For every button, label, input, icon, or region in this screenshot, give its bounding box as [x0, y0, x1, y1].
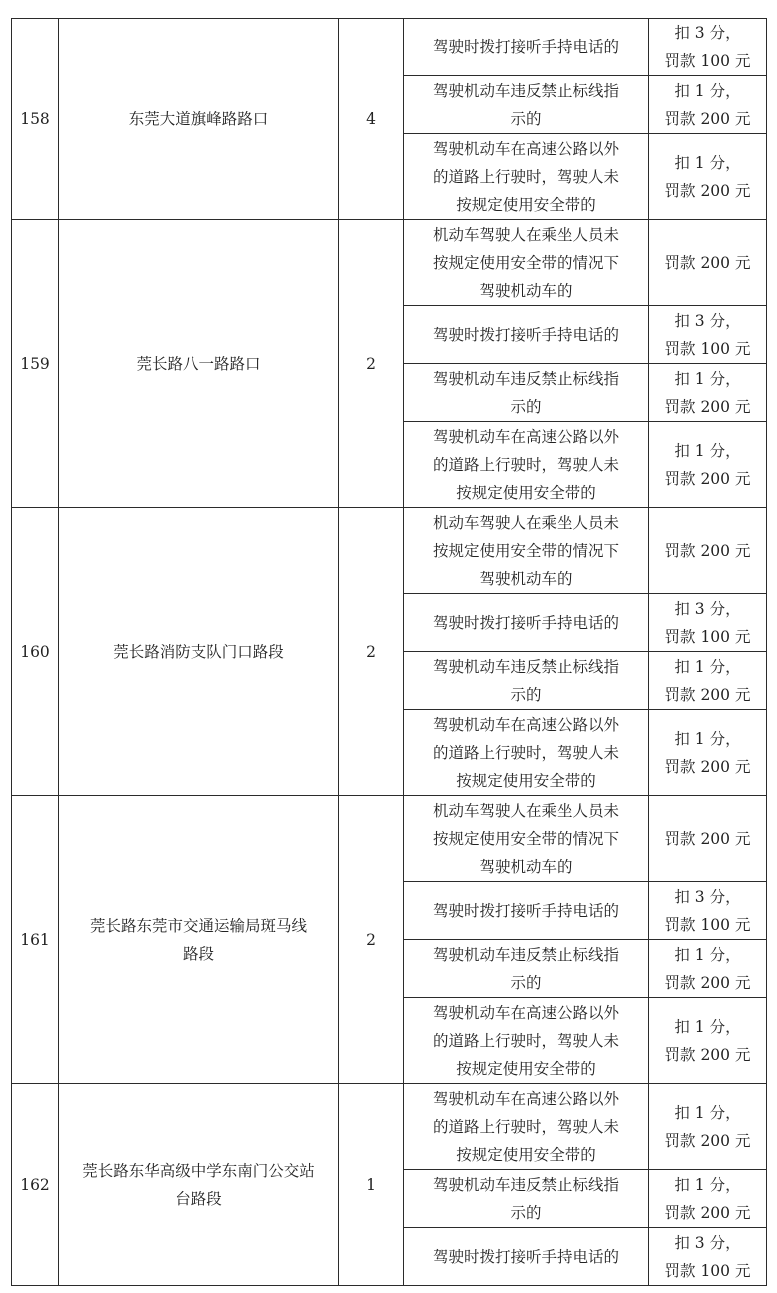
- violation-description-text: 驾驶机动车违反禁止标线指 示的: [432, 945, 619, 992]
- penalty: [649, 1170, 767, 1228]
- table-row: [12, 508, 767, 594]
- penalty: 罚款 200 元: [649, 508, 767, 594]
- violation-description: 驾驶时拨打接听手持电话的: [404, 306, 649, 364]
- violation-description-text: 驾驶机动车违反禁止标线指 示的: [432, 369, 619, 416]
- penalty: [649, 134, 767, 220]
- violation-description: [404, 220, 649, 306]
- serial-number: 161: [12, 796, 59, 1084]
- violation-table-body: [12, 19, 767, 1286]
- penalty: [649, 652, 767, 710]
- violation-description: [404, 422, 649, 508]
- violation-description-text: 驾驶机动车在高速公路以外 的道路上行驶时，驾驶人未 按规定使用安全带的: [432, 715, 619, 790]
- violation-description: [404, 710, 649, 796]
- location: 莞长路消防支队门口路段: [59, 508, 339, 796]
- violation-description: [404, 652, 649, 710]
- violation-description-text: 机动车驾驶人在乘坐人员未 按规定使用安全带的情况下 驾驶机动车的: [432, 513, 619, 588]
- penalty: 罚款 200 元: [649, 796, 767, 882]
- violation-count: 2: [339, 508, 404, 796]
- penalty-text: 扣 1 分， 罚款 200 元: [664, 945, 751, 992]
- penalty-text: 扣 1 分， 罚款 200 元: [664, 657, 751, 704]
- document-page: [11, 18, 767, 1286]
- table-row: [12, 1084, 767, 1170]
- location: [59, 796, 339, 1084]
- violation-description: [404, 76, 649, 134]
- table-row: [12, 19, 767, 76]
- penalty-text: 扣 1 分， 罚款 200 元: [664, 153, 751, 200]
- violation-description-text: 驾驶机动车在高速公路以外 的道路上行驶时，驾驶人未 按规定使用安全带的: [432, 1089, 619, 1164]
- serial-number: 159: [12, 220, 59, 508]
- violation-description-text: 驾驶机动车在高速公路以外 的道路上行驶时，驾驶人未 按规定使用安全带的: [432, 1003, 619, 1078]
- table-row: [12, 796, 767, 882]
- violation-description: 驾驶时拨打接听手持电话的: [404, 882, 649, 940]
- penalty: 罚款 200 元: [649, 220, 767, 306]
- violation-count: 2: [339, 220, 404, 508]
- violation-description: [404, 940, 649, 998]
- location-text: 莞长路东华高级中学东南门公交站 台路段: [82, 1161, 315, 1208]
- violation-description-text: 驾驶机动车违反禁止标线指 示的: [432, 657, 619, 704]
- violation-description-text: 驾驶机动车违反禁止标线指 示的: [432, 1175, 619, 1222]
- violation-table: [11, 18, 767, 1286]
- serial-number: 158: [12, 19, 59, 220]
- location: 莞长路八一路路口: [59, 220, 339, 508]
- penalty-text: 扣 1 分， 罚款 200 元: [664, 1103, 751, 1150]
- penalty: [649, 1228, 767, 1286]
- penalty: [649, 422, 767, 508]
- violation-count: 4: [339, 19, 404, 220]
- penalty-text: 扣 1 分， 罚款 200 元: [664, 81, 751, 128]
- penalty: [649, 1084, 767, 1170]
- serial-number: 162: [12, 1084, 59, 1286]
- penalty: [649, 940, 767, 998]
- violation-description-text: 机动车驾驶人在乘坐人员未 按规定使用安全带的情况下 驾驶机动车的: [432, 801, 619, 876]
- penalty: [649, 19, 767, 76]
- table-row: [12, 220, 767, 306]
- violation-description-text: 机动车驾驶人在乘坐人员未 按规定使用安全带的情况下 驾驶机动车的: [432, 225, 619, 300]
- penalty-text: 扣 1 分， 罚款 200 元: [664, 729, 751, 776]
- location: 东莞大道旗峰路路口: [59, 19, 339, 220]
- penalty: [649, 364, 767, 422]
- location-text: 莞长路东莞市交通运输局斑马线 路段: [89, 916, 307, 963]
- violation-description: 驾驶时拨打接听手持电话的: [404, 19, 649, 76]
- penalty: [649, 76, 767, 134]
- violation-description: [404, 508, 649, 594]
- penalty-text: 扣 1 分， 罚款 200 元: [664, 369, 751, 416]
- penalty: [649, 710, 767, 796]
- violation-count: 2: [339, 796, 404, 1084]
- violation-description-text: 驾驶机动车在高速公路以外 的道路上行驶时，驾驶人未 按规定使用安全带的: [432, 139, 619, 214]
- penalty: [649, 998, 767, 1084]
- location: [59, 1084, 339, 1286]
- violation-description-text: 驾驶机动车违反禁止标线指 示的: [432, 81, 619, 128]
- violation-count: 1: [339, 1084, 404, 1286]
- penalty-text: 扣 3 分， 罚款 100 元: [664, 887, 751, 934]
- penalty-text: 扣 1 分， 罚款 200 元: [664, 1175, 751, 1222]
- violation-description-text: 驾驶机动车在高速公路以外 的道路上行驶时，驾驶人未 按规定使用安全带的: [432, 427, 619, 502]
- violation-description: [404, 1170, 649, 1228]
- violation-description: [404, 134, 649, 220]
- violation-description: [404, 796, 649, 882]
- penalty-text: 扣 1 分， 罚款 200 元: [664, 441, 751, 488]
- serial-number: 160: [12, 508, 59, 796]
- penalty: [649, 594, 767, 652]
- penalty: [649, 882, 767, 940]
- violation-description: [404, 998, 649, 1084]
- penalty-text: 扣 3 分， 罚款 100 元: [664, 24, 751, 70]
- penalty: [649, 306, 767, 364]
- violation-description: [404, 364, 649, 422]
- penalty-text: 扣 3 分， 罚款 100 元: [664, 599, 751, 646]
- penalty-text: 扣 1 分， 罚款 200 元: [664, 1017, 751, 1064]
- violation-description: 驾驶时拨打接听手持电话的: [404, 1228, 649, 1286]
- penalty-text: 扣 3 分， 罚款 100 元: [664, 1233, 751, 1280]
- penalty-text: 扣 3 分， 罚款 100 元: [664, 311, 751, 358]
- violation-description: 驾驶时拨打接听手持电话的: [404, 594, 649, 652]
- violation-description: [404, 1084, 649, 1170]
